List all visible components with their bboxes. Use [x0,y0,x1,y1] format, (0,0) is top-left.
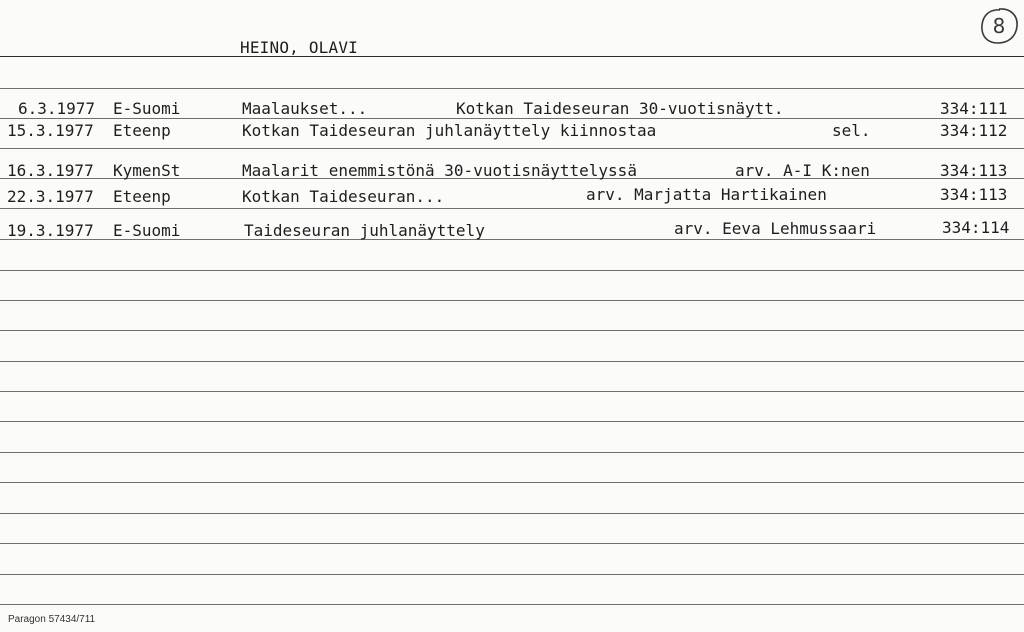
entry-code: 334:114 [942,218,1010,237]
entry-date: 6.3.1977 [18,99,96,118]
entry-title: Taideseuran juhlanäyttely [244,221,485,240]
entry-title: Kotkan Taideseuran juhlanäyttely kiinnostaa [242,121,657,140]
circled-number-mark [978,6,1020,46]
entry-date: 16.3.1977 [7,161,94,180]
card-person-name: HEINO, OLAVI [240,38,358,57]
entry-source: E-Suomi [113,99,181,118]
entry-title: Maalarit enemmistönä 30-vuotisnäyttelyssä [242,161,637,180]
rule-line [0,543,1024,544]
rule-line [0,604,1024,605]
rule-line [0,482,1024,483]
entry-subtitle: Kotkan Taideseuran 30-vuotisnäytt. [456,99,784,118]
corner-mark-number: 8 [992,14,1006,38]
rule-line [0,391,1024,392]
entry-subtitle: arv. Eeva Lehmussaari [674,219,877,238]
entry-source: E-Suomi [113,221,181,240]
entry-code: 334:111 [940,99,1008,118]
rule-line [0,452,1024,453]
rule-line [0,300,1024,301]
entry-subtitle: sel. [832,121,871,140]
rule-line [0,513,1024,514]
entry-date: 19.3.1977 [7,221,94,240]
card-print-code: Paragon 57434/711 [8,614,96,625]
rule-line [0,118,1024,119]
entry-subtitle: arv. A-I K:nen [735,161,870,180]
entry-source: Eteenp [113,121,171,140]
rule-line [0,361,1024,362]
entry-title: Kotkan Taideseuran... [242,187,445,206]
entry-source: KymenSt [113,161,181,180]
rule-line [0,88,1024,89]
entry-code: 334:112 [940,121,1008,140]
rule-line [0,270,1024,271]
entry-date: 15.3.1977 [7,121,94,140]
entry-date: 22.3.1977 [7,187,94,206]
entry-code: 334:113 [940,185,1008,204]
rule-line [0,208,1024,209]
rule-line [0,421,1024,422]
rule-line [0,148,1024,149]
entry-code: 334:113 [940,161,1008,180]
rule-line [0,56,1024,57]
rule-line [0,330,1024,331]
entry-source: Eteenp [113,187,171,206]
entry-title: Maalaukset... [242,99,368,118]
rule-line [0,574,1024,575]
entry-subtitle: arv. Marjatta Hartikainen [586,185,827,204]
